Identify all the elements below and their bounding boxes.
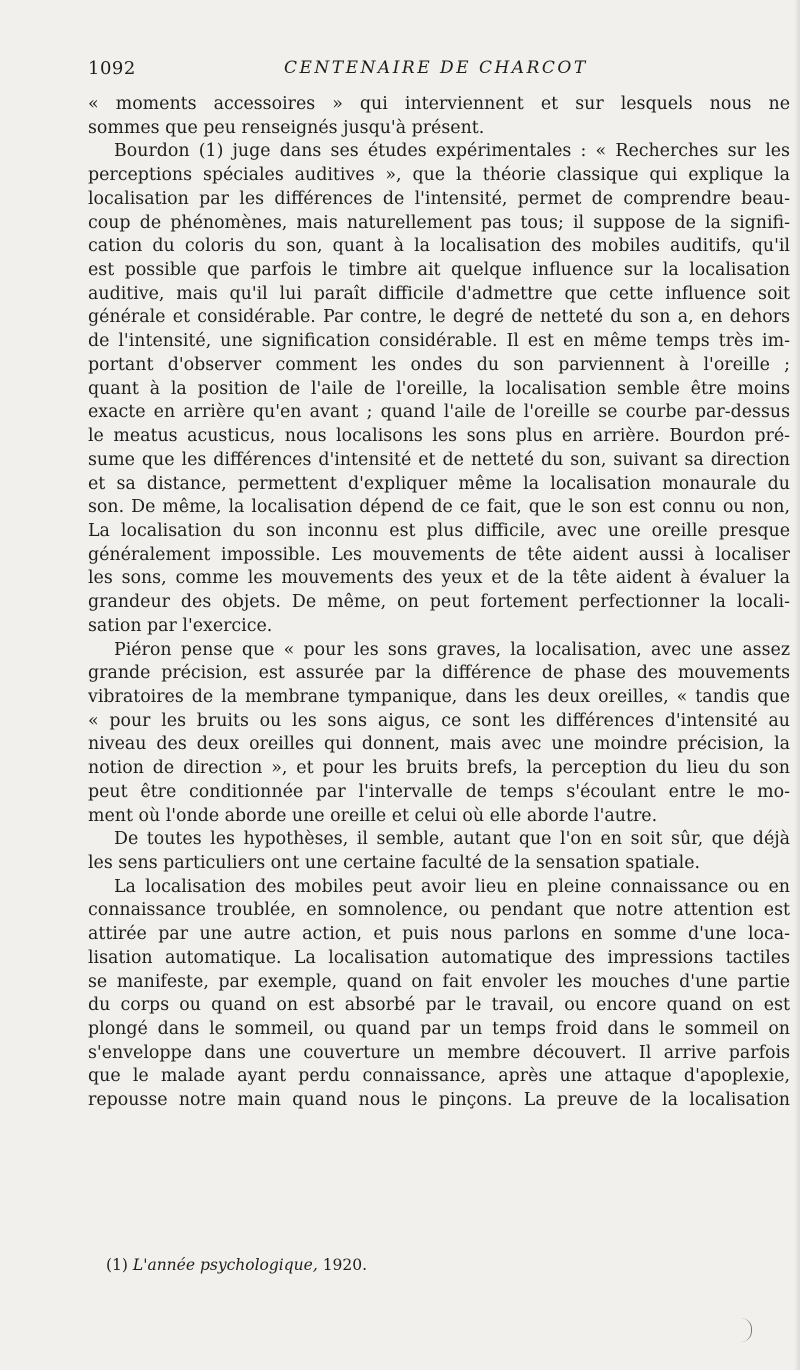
text-line: grandeur des objets. De même, on peut fortement perfectionner la locali- [88,592,790,613]
text-line: Piéron pense que « pour les sons graves, la localisation, avec une assez [114,639,790,660]
text-line: cation du coloris du son, quant à la localisation des mobiles auditifs, qu'il [88,236,790,257]
text-line: La localisation des mobiles peut avoir lieu en pleine connaissance ou en [114,876,790,897]
text-line: de l'intensité, une signification considérable. Il est en même temps très im- [88,331,790,352]
text-line: son. De même, la localisation dépend de ce fait, que le son est connu ou non, [88,497,790,518]
text-line: repousse notre main quand nous le pinçons. La preuve de la localisation [88,1090,790,1111]
scan-artifact [741,1318,752,1342]
text-line: exacte en arrière qu'en avant ; quand l'aile de l'oreille se courbe par-dessus [88,402,790,423]
text-line: les sens particuliers ont une certaine faculté de la sensation spatiale. [88,853,701,873]
text-line: niveau des deux oreilles qui donnent, mais avec une moindre précision, la [88,734,790,755]
text-line: les sons, comme les mouvements des yeux et de la tête aident à évaluer la [88,568,790,589]
text-line: notion de direction », et pour les bruits brefs, la perception du lieu du son [88,758,790,779]
text-line: plongé dans le sommeil, ou quand par un temps froid dans le sommeil on [88,1019,790,1040]
text-line: Bourdon (1) juge dans ses études expérimentales : « Recherches sur les [114,141,790,162]
text-line: perceptions spéciales auditives », que la théorie classique qui explique la [88,165,790,186]
text-line: générale et considérable. Par contre, le degré de netteté du son a, en dehors [88,307,790,328]
text-line: connaissance troublée, en somnolence, ou pendant que notre attention est [88,900,790,921]
text-line: portant d'observer comment les ondes du son parviennent à l'oreille ; [88,354,790,375]
text-line: sommes que peu renseignés jusqu'à présent. [88,117,485,138]
text-line: le meatus acusticus, nous localisons les sons plus en arrière. Bourdon pré- [88,426,790,447]
text-line: sume que les différences d'intensité et de netteté du son, suivant sa direction [88,449,790,470]
text-line: auditive, mais qu'il lui paraît difficile d'admettre que cette influence soit [88,283,790,304]
text-line: s'enveloppe dans une couverture un membre découvert. Il arrive parfois [88,1042,790,1063]
text-line: grande précision, est assurée par la différence de phase des mouvements [88,663,790,684]
text-line: sation par l'exercice. [88,615,273,636]
text-line: se manifeste, par exemple, quand on fait envoler les mouches d'une partie [88,971,790,992]
text-line: ment où l'onde aborde une oreille et celui où elle aborde l'autre. [88,805,658,826]
footnote-source: L'année psychologique, [132,1256,318,1274]
text-line: généralement impossible. Les mouvements de tête aident aussi à localiser [88,544,790,565]
page-header [88,58,788,82]
text-line: du corps ou quand on est absorbé par le travail, ou encore quand on est [88,995,790,1016]
footnote-year: 1920. [322,1256,368,1274]
text-line: est possible que parfois le timbre ait quelque influence sur la localisation [88,260,790,281]
text-line: attirée par une autre action, et puis nous parlons en somme d'une loca- [88,924,790,945]
text-line: coup de phénomènes, mais naturellement pas tous; il suppose de la signifi- [88,212,790,233]
text-line: et sa distance, permettent d'expliquer même la localisation monaurale du [88,473,790,494]
page-edge [794,0,800,1370]
text-line: « pour les bruits ou les sons aigus, ce sont les différences d'intensité au [88,710,790,731]
text-line: De toutes les hypothèses, il semble, autant que l'on en soit sûr, que déjà [114,829,790,850]
text-line: quant à la position de l'aile de l'oreille, la localisation semble être moins [88,378,790,399]
footnote [106,1256,367,1274]
text-line: « moments accessoires » qui interviennent et sur lesquels nous ne [88,94,790,114]
text-line: que le malade ayant perdu connaissance, après une attaque d'apoplexie, [88,1066,790,1087]
running-title: CENTENAIRE DE CHARCOT [284,58,588,78]
footnote-marker: (1) [106,1256,128,1274]
text-line: localisation par les différences de l'intensité, permet de comprendre beau- [88,188,790,209]
page-number: 1092 [88,58,136,79]
text-line: peut être conditionnée par l'intervalle de temps s'écoulant entre le mo- [88,781,790,802]
text-line: lisation automatique. La localisation automatique des impressions tactiles [88,947,790,968]
text-line: La localisation du son inconnu est plus difficile, avec une oreille presque [88,520,790,541]
body-text [88,93,790,1113]
text-line: vibratoires de la membrane tympanique, dans les deux oreilles, « tandis que [88,686,790,707]
